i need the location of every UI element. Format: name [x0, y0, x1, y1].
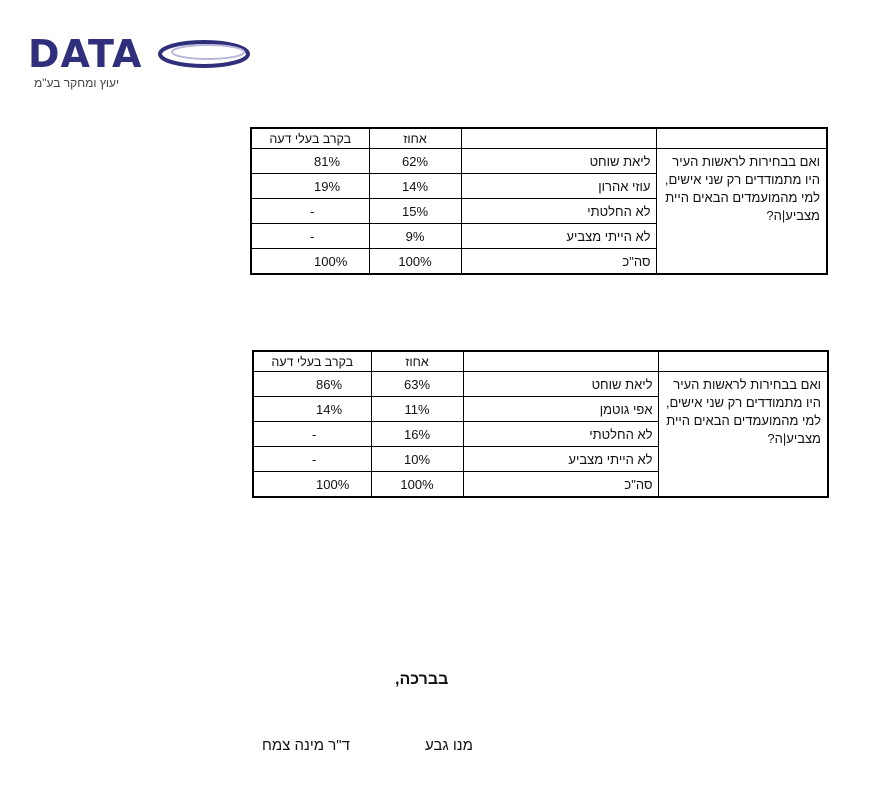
answer-label: ליאת שוחט	[463, 372, 658, 397]
logo-tagline: יעוץ ומחקר בע"מ	[34, 76, 120, 90]
percent-value: 63%	[371, 372, 463, 397]
signature-name: מנו גבע	[425, 737, 473, 754]
among-value: 100%	[253, 472, 371, 498]
percent-value: 15%	[369, 199, 461, 224]
answer-label: עוזי אהרון	[461, 174, 656, 199]
table-row	[251, 149, 827, 174]
closing-greeting: בברכה,	[395, 671, 449, 688]
among-value: 81%	[251, 149, 369, 174]
header-among-opinion-holders: בקרב בעלי דעה	[253, 351, 371, 372]
among-value: 86%	[253, 372, 371, 397]
table-row	[253, 372, 828, 397]
answer-label: סה"כ	[461, 249, 656, 275]
answer-label: סה"כ	[463, 472, 658, 498]
header-percent: אחוז	[371, 351, 463, 372]
poll-table-1	[250, 127, 828, 275]
company-logo	[28, 34, 248, 94]
percent-value: 16%	[371, 422, 463, 447]
among-value: -	[251, 224, 369, 249]
logo-wordmark: DATA	[28, 32, 143, 76]
logo-swoosh-icon	[156, 36, 251, 72]
header-percent: אחוז	[369, 128, 461, 149]
signature-name: ד"ר מינה צמח	[262, 737, 350, 754]
percent-value: 10%	[371, 447, 463, 472]
header-answer	[463, 351, 658, 372]
percent-value: 100%	[371, 472, 463, 498]
percent-value: 14%	[369, 174, 461, 199]
among-value: -	[253, 447, 371, 472]
answer-label: לא הייתי מצביע	[461, 224, 656, 249]
question-text: ואם בבחירות לראשות העיר היו מתמודדים רק שני אישים, למי מהמועמדים הבאים היית מצביע|ה?	[658, 372, 828, 498]
among-value: 100%	[251, 249, 369, 275]
header-answer	[461, 128, 656, 149]
table-header-row	[251, 128, 827, 149]
among-value: -	[251, 199, 369, 224]
answer-label: לא הייתי מצביע	[463, 447, 658, 472]
header-among-opinion-holders: בקרב בעלי דעה	[251, 128, 369, 149]
header-question	[656, 128, 827, 149]
among-value: -	[253, 422, 371, 447]
answer-label: אפי גוטמן	[463, 397, 658, 422]
header-question	[658, 351, 828, 372]
percent-value: 11%	[371, 397, 463, 422]
percent-value: 9%	[369, 224, 461, 249]
poll-table-2	[252, 350, 829, 498]
percent-value: 100%	[369, 249, 461, 275]
answer-label: לא החלטתי	[461, 199, 656, 224]
answer-label: ליאת שוחט	[461, 149, 656, 174]
among-value: 14%	[253, 397, 371, 422]
among-value: 19%	[251, 174, 369, 199]
table-header-row	[253, 351, 828, 372]
answer-label: לא החלטתי	[463, 422, 658, 447]
question-text: ואם בבחירות לראשות העיר היו מתמודדים רק שני אישים, למי מהמועמדים הבאים היית מצביע|ה?	[656, 149, 827, 275]
percent-value: 62%	[369, 149, 461, 174]
